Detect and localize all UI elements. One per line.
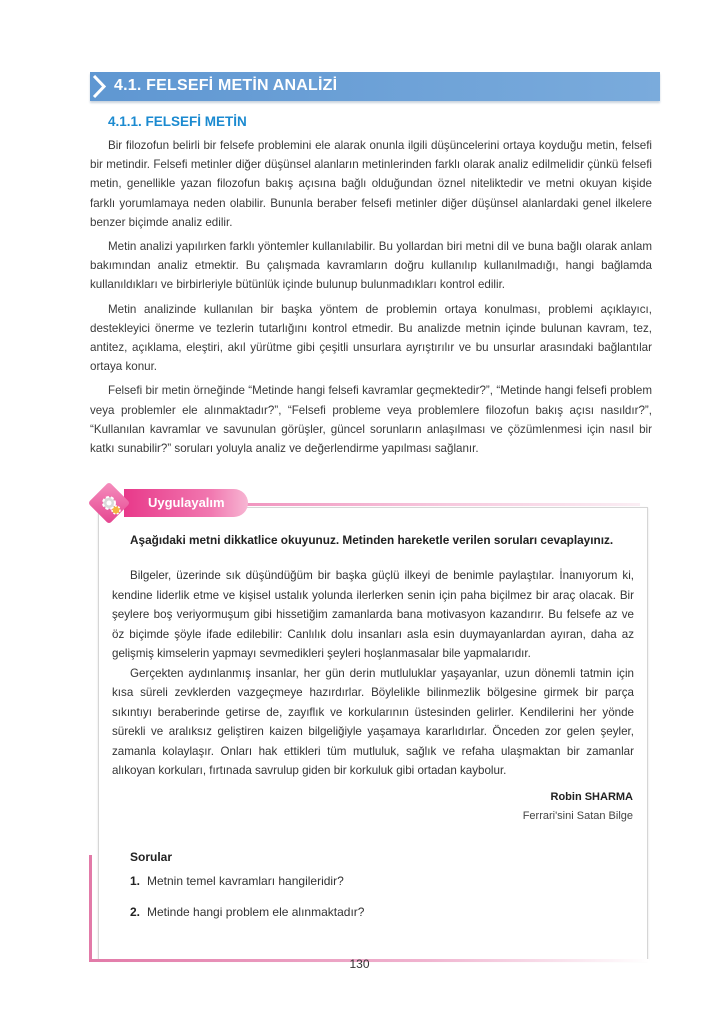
activity-instruction: Aşağıdaki metni dikkatlice okuyunuz. Metinden hareketle verilen soruları cevaplayınız. (130, 533, 614, 547)
paragraph: Felsefi bir metin örneğinde “Metinde hangi felsefi kavramlar geçmektedir?”, “Metinde hangi felsefi problem veya problemler ele alınmaktadır?”, “Felsefi probleme veya problemlere filozofun bakış açısı nasıldır?”, “Kullanılan kavramlar ve savunulan görüşler, güncel sorunların anlaşılması ve çözümlenmesi için nasıl bir katkı sunabilir?” soruları yoluyla analiz ve değerlendirme yapılması sağlanır. (90, 384, 652, 456)
quote-paragraph: Gerçekten aydınlanmış insanlar, her gün derin mutluluklar yaşayanlar, uzun dönemli tatmin için kısa süreli zevklerden vazgeçmeye hazırdırlar. Böylelikle bilinmezlik bölgesine girmek bir parça sıkıntıyı beraberinde getirse de, zayıflık ve korkularının üstesinden gelirler. Kendilerini her yönde sürekli ve aralıksız geliştiren kaizen bilgeliğiyle yaşamaya kararlıdırlar. Önceden zor gelen şeyler, zamanla kolaylaşır. Onları hak ettikleri tüm mutluluk, sağlık ve refaha ulaşmaktan bir zamanlar alıkoyan korkuları, fırtınada savrulup giden bir korkuluk gibi ortadan kaybolur. (112, 666, 634, 777)
quote-paragraph: Bilgeler, üzerinde sık düşündüğüm bir başka güçlü ilkeyi de benimle paylaştılar. İnanıyorum ki, kendine liderlik etme ve kişisel ustalık yolunda ilerlerken senin için paha biçilmez bir araç olacak. Bir şeylere boş veriyormuşum gibi hissetiğim zamanlarda bana motivasyon kazandırır. Bu felsefe az ve öz biçimde şöyle ifade edilebilir: Canlılık dolu insanları asla esin duymayanlardan ayıran, daha az gelişmiş kimselerin yapmayı sevmedikleri şeyleri hoşlanmasalar bile yapmalarıdır. (112, 569, 634, 660)
quote-source: Ferrari'sini Satan Bilge (522, 810, 633, 822)
question-item: 1. Metnin temel kavramları hangileridir? (130, 874, 344, 888)
activity-badge-label: Uygulayalım (148, 495, 225, 510)
section-title: 4.1. FELSEFİ METİN ANALİZİ (114, 77, 338, 94)
gear-icon (99, 493, 123, 517)
paragraph: Metin analizinde kullanılan bir başka yöntem de problemin ortaya konulması, problemi açıklayıcı, destekleyici önerme ve tezlerin tutarlığını kontrol etmedir. Bu analizde metnin içinde bulunan kavram, tez, antitez, açıklama, eleştiri, akıl yürütme gibi çeşitli unsurlara ayrıştırılır ve bu unsurlar arasındaki bağlantılar ortaya konur. (90, 302, 652, 374)
paragraph: Metin analizi yapılırken farklı yöntemler kullanılabilir. Bu yollardan biri metni dil ve buna bağlı olarak anlam bakımından analiz etmektir. Bu çalışmada kavramların doğru kullanılıp kullanılmadığı, hangi bağlamda kullanıldıkları ve birbirleriyle bütünlük içinde bulunup bulunmadıkları kontrol edilir. (90, 240, 652, 292)
quote-text (112, 566, 634, 781)
page-number: 130 (349, 957, 370, 971)
question-item: 2. Metinde hangi problem ele alınmaktadır? (130, 905, 365, 919)
section-header (90, 72, 660, 101)
pink-frame-line (89, 855, 92, 962)
subsection-title: 4.1.1. FELSEFİ METİN (108, 114, 247, 129)
paragraph: Bir filozofun belirli bir felsefe problemini ele alarak onunla ilgili düşüncelerini ortaya koyduğu metin, felsefi bir metindir. Felsefi metinler diğer düşünsel alanların metinlerinden farklı olarak analiz edilmelidir çünkü felsefi metin, genellikle yazan filozofun bakış açısına bağlı olduğundan öznel niteliktedir ve metni okuyan kişide farklı yorumlamaya neden olabilir. Bununla beraber felsefi metinler diğer düşünsel alanlardaki genel ilkelere benzer biçimde analiz edilir. (90, 139, 652, 229)
quote-author: Robin SHARMA (550, 791, 633, 803)
activity-badge (124, 489, 248, 517)
body-text (90, 136, 652, 463)
questions-title: Sorular (130, 850, 173, 864)
chevron-right-icon (92, 75, 106, 98)
